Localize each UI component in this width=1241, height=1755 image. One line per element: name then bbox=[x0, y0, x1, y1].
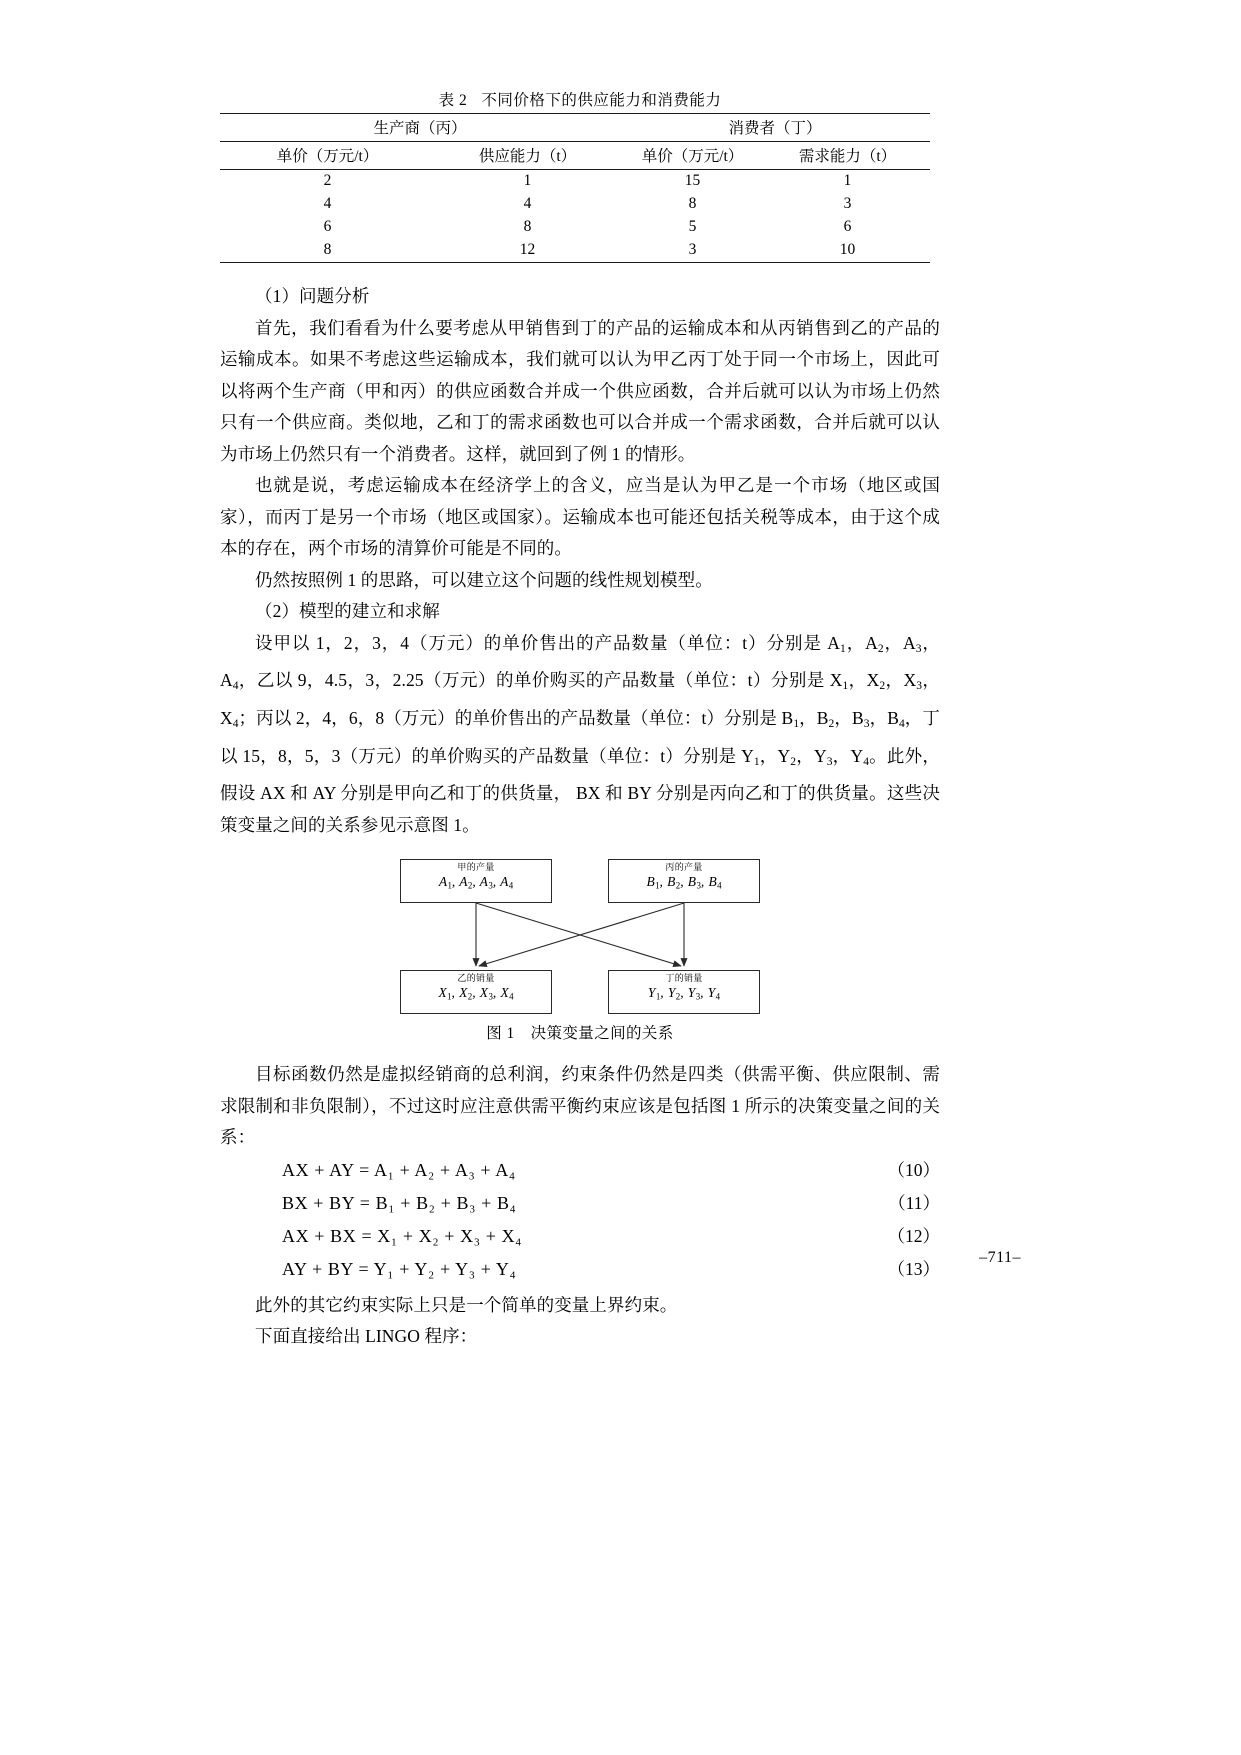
def-line3-b: ，B bbox=[799, 707, 829, 728]
equation-expression: AX + BX = X₁ + X₂ + X₃ + X₄ bbox=[282, 1225, 523, 1246]
def-line3-d: ，B bbox=[869, 707, 899, 728]
paragraph-2: 也就是说，考虑运输成本在经济学上的含义，应当是认为甲乙是一个市场（地区或国家），而丙丁是另一个市场（地区或国家）。运输成本也可能还包括关税等成本，由于这个成本的存在，两个市场的清算价可能是不同的。 bbox=[220, 475, 940, 558]
def-line2-d: ，X bbox=[220, 670, 940, 728]
var-symbol: B bbox=[708, 874, 718, 890]
equation-expression: AX + AY = A₁ + A₂ + A₃ + A₄ bbox=[282, 1159, 516, 1180]
cell-consumer-price: 15 bbox=[620, 170, 765, 194]
table-row bbox=[220, 216, 930, 239]
var-sub: 2 bbox=[467, 880, 473, 891]
figure-box-vars: $Y_1$, $Y_2$, $Y_3$, $Y_4$ bbox=[647, 985, 721, 1002]
var-symbol: B bbox=[687, 874, 697, 890]
cell-demand-capacity: 3 bbox=[843, 195, 852, 212]
var-symbol: Y bbox=[667, 985, 676, 1001]
equation-row bbox=[220, 1154, 940, 1187]
def-line2-e: ； bbox=[238, 707, 257, 728]
var-sub: 1 bbox=[447, 880, 452, 891]
figure-caption-label: 图 1 bbox=[486, 1025, 515, 1043]
def-sub: 2 bbox=[790, 755, 797, 768]
cell-producer-price: 4 bbox=[323, 195, 332, 212]
table-row bbox=[220, 239, 930, 263]
def-line1-d: ，A bbox=[220, 632, 941, 691]
cell-consumer-price: 8 bbox=[688, 195, 697, 212]
def-line3-c: ，B bbox=[834, 707, 864, 728]
figure-1 bbox=[220, 855, 940, 1045]
def-sub: 1 bbox=[793, 718, 800, 731]
cell-supply-capacity: 4 bbox=[523, 195, 532, 212]
cell-producer-price: 6 bbox=[323, 218, 332, 235]
variable-definitions bbox=[220, 628, 940, 842]
var-sub: 2 bbox=[675, 880, 681, 891]
var-sub: 3 bbox=[488, 880, 493, 891]
var-sub: 4 bbox=[717, 880, 722, 891]
def-line4-d: ，Y bbox=[832, 745, 864, 766]
equation-expression: AY + BY = Y₁ + Y₂ + Y₃ + Y₄ bbox=[282, 1258, 517, 1279]
cell-demand-capacity: 10 bbox=[839, 241, 856, 258]
def-line1-a: 设甲以 1，2，3，4（万元）的单价售出的产品数量（单位：t）分别是 A bbox=[255, 632, 841, 653]
var-sub: 2 bbox=[467, 991, 473, 1002]
def-line2-c: ，X bbox=[885, 670, 917, 691]
def-sub: 4 bbox=[232, 680, 239, 693]
figure-box-vars: $B_1$, $B_2$, $B_3$, $B_4$ bbox=[646, 874, 722, 891]
equation-row bbox=[220, 1253, 940, 1286]
def-sub: 3 bbox=[915, 642, 922, 655]
group-header-producer: 生产商（丙） bbox=[220, 114, 620, 142]
var-symbol: Y bbox=[647, 985, 656, 1001]
paragraph-7: 下面直接给出 LINGO 程序： bbox=[255, 1326, 478, 1347]
figure-caption-title: 决策变量之间的关系 bbox=[530, 1025, 674, 1043]
var-sub: 4 bbox=[509, 991, 514, 1002]
cell-producer-price: 2 bbox=[220, 170, 435, 194]
section-heading-model-building: （2）模型的建立和求解 bbox=[255, 601, 440, 621]
cell-demand-capacity: 1 bbox=[765, 170, 930, 194]
def-line4-b: ，Y bbox=[759, 745, 791, 766]
var-symbol: A bbox=[438, 874, 448, 890]
var-symbol: X bbox=[500, 985, 510, 1001]
var-sub: 2 bbox=[675, 991, 681, 1002]
table-caption-label: 表 2 bbox=[438, 92, 468, 109]
column-header-consumer-price: 单价（万元/t） bbox=[620, 142, 765, 170]
def-sub: 4 bbox=[863, 755, 869, 768]
var-sub: 3 bbox=[695, 991, 701, 1002]
def-sub: 3 bbox=[916, 680, 922, 693]
var-symbol: Y bbox=[687, 985, 696, 1001]
def-line2-b: ，X bbox=[848, 670, 880, 691]
equation-expression: BX + BY = B₁ + B₂ + B₃ + B₄ bbox=[282, 1192, 517, 1213]
equation-number: （11） bbox=[888, 1192, 940, 1213]
def-sub: 2 bbox=[828, 718, 835, 731]
def-sub: 3 bbox=[863, 718, 870, 731]
equation-row bbox=[220, 1220, 940, 1253]
cell-consumer-price: 5 bbox=[688, 218, 697, 235]
var-symbol: X bbox=[459, 985, 468, 1001]
def-line3-a: 丙以 2，4，6，8（万元）的单价售出的产品数量（单位：t）分别是 B bbox=[256, 707, 794, 728]
figure-caption bbox=[220, 1021, 940, 1043]
var-sub: 4 bbox=[715, 991, 721, 1002]
var-symbol: B bbox=[646, 874, 656, 890]
def-line1-c: ，A bbox=[883, 632, 916, 653]
table-column-header-row bbox=[220, 142, 930, 170]
figure-box-jia-output bbox=[400, 859, 552, 903]
column-header-supply-capacity: 供应能力（t） bbox=[435, 142, 620, 170]
var-sub: 3 bbox=[696, 880, 701, 891]
def-line1-b: ，A bbox=[845, 632, 878, 653]
paragraph-1: 首先，我们看看为什么要考虑从甲销售到丁的产品的运输成本和从丙销售到乙的产品的运输成本。如果不考虑这些运输成本，我们就可以认为甲乙丙丁处于同一个市场上，因此可以将两个生产商（甲和丙）的供应函数合并成一个供应函数，合并后就可以认为市场上仍然只有一个供应商。类似地，乙和丁的需求函数也可以合并成一个需求函数，合并后就可以认为市场上仍然只有一个消费者。这样，就回到了例 1 的情形。 bbox=[220, 317, 940, 464]
figure-box-vars: $A_1$, $A_2$, $A_3$, $A_4$ bbox=[438, 874, 514, 891]
table-row bbox=[220, 193, 930, 216]
def-sub: 1 bbox=[842, 680, 849, 693]
equation-number: （13） bbox=[887, 1258, 940, 1279]
var-symbol: A bbox=[479, 874, 489, 890]
def-sub: 4 bbox=[898, 718, 905, 731]
page-number: –711– bbox=[979, 1249, 1021, 1266]
var-symbol: A bbox=[459, 874, 468, 890]
column-header-producer-price: 单价（万元/t） bbox=[220, 142, 435, 170]
var-sub: 1 bbox=[447, 991, 452, 1002]
cell-supply-capacity: 1 bbox=[435, 170, 620, 194]
cell-supply-capacity: 12 bbox=[519, 241, 536, 258]
equation-number: （10） bbox=[887, 1159, 940, 1180]
def-line3-e: ，丁 bbox=[904, 707, 941, 728]
def-sub: 1 bbox=[753, 755, 760, 768]
table-caption-title: 不同价格下的供应能力和消费能力 bbox=[481, 92, 722, 109]
cell-supply-capacity: 8 bbox=[523, 218, 532, 235]
section-heading-problem-analysis: （1）问题分析 bbox=[255, 286, 370, 306]
figure-box-title: 甲的产量 bbox=[457, 862, 495, 873]
figure-box-title: 乙的销量 bbox=[457, 973, 495, 984]
table-row bbox=[220, 170, 930, 194]
figure-box-title: 丁的销量 bbox=[665, 973, 703, 984]
def-sub: 4 bbox=[232, 718, 239, 731]
def-line2-a: 乙以 9，4.5，3，2.25（万元）的单价购买的产品数量（单位：t）分别是 X bbox=[256, 670, 843, 691]
column-header-demand-capacity: 需求能力（t） bbox=[765, 142, 930, 170]
var-sub: 4 bbox=[508, 880, 514, 891]
equation-row bbox=[220, 1187, 940, 1220]
var-sub: 3 bbox=[488, 991, 493, 1002]
def-line1-e: ， bbox=[238, 670, 257, 691]
capacity-table bbox=[220, 113, 930, 263]
figure-box-vars: $X_1$, $X_2$, $X_3$, $X_4$ bbox=[438, 985, 514, 1002]
var-symbol: A bbox=[500, 874, 509, 890]
figure-box-title: 丙的产量 bbox=[665, 862, 703, 873]
def-sub: 2 bbox=[879, 680, 886, 693]
table-group-header-row bbox=[220, 114, 930, 142]
def-line5: 假设 AX 和 AY 分别是甲向乙和丁的供货量， BX 和 BY 分别是丙向乙和丁的供货量。 bbox=[220, 783, 887, 804]
paragraph-6: 此外的其它约束实际上只是一个简单的变量上界约束。 bbox=[255, 1294, 678, 1315]
table-caption bbox=[220, 88, 940, 110]
cell-demand-capacity: 6 bbox=[843, 218, 852, 235]
def-sub: 2 bbox=[877, 642, 884, 655]
figure-canvas bbox=[400, 855, 760, 1015]
paragraph-5: 目标函数仍然是虚拟经销商的总利润，约束条件仍然是四类（供需平衡、供应限制、需求限制和非负限制），不过这时应注意供需平衡约束应该是包括图 1 所示的决策变量之间的关系： bbox=[220, 1064, 940, 1148]
def-line4-c: ，Y bbox=[796, 745, 827, 766]
def-line4-a: 以 15，8，5，3（万元）的单价购买的产品数量（单位：t）分别是 Y bbox=[220, 745, 754, 766]
cell-producer-price: 8 bbox=[323, 241, 332, 258]
def-line4-e: 。此外， bbox=[868, 745, 941, 766]
page-content bbox=[220, 88, 940, 1353]
var-symbol: B bbox=[667, 874, 676, 890]
def-sub: 1 bbox=[840, 642, 846, 655]
group-header-consumer: 消费者（丁） bbox=[620, 114, 930, 142]
figure-box-yi-sales bbox=[400, 970, 552, 1014]
var-symbol: X bbox=[479, 985, 489, 1001]
paragraph-3: 仍然按照例 1 的思路，可以建立这个问题的线性规划模型。 bbox=[255, 569, 713, 590]
cell-consumer-price: 3 bbox=[688, 241, 697, 258]
def-sub: 3 bbox=[826, 755, 833, 768]
var-sub: 1 bbox=[655, 880, 660, 891]
var-symbol: Y bbox=[707, 985, 716, 1001]
equation-number: （12） bbox=[887, 1225, 940, 1246]
var-symbol: X bbox=[438, 985, 448, 1001]
figure-box-ding-sales bbox=[608, 970, 760, 1014]
figure-box-bing-output bbox=[608, 859, 760, 903]
def-line6: 这些决策变量之间的关系参见示意图 1。 bbox=[220, 783, 940, 835]
var-sub: 1 bbox=[655, 991, 661, 1002]
